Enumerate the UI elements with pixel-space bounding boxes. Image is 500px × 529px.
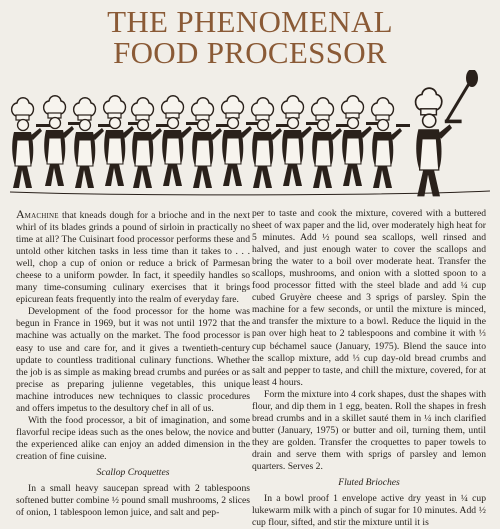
- article-title-line-1: THE PHENOMENAL: [107, 4, 393, 39]
- paragraph-imagination: With the food processor, a bit of imagination, and some flavorful recipe ideas such as the ones below, the novice and the experienced alike can enjoy an added dimension in the creation of fine cuisine.: [16, 414, 250, 462]
- recipe-scallop-paragraph-2: Form the mixture into 4 cork shapes, dust the shapes with flour, and dip them in 1 egg, beaten. Roll the shapes in fresh bread crumbs and in a skillet sauté them in ¼ inch clarified butter (January, 1975) or butter and oil, turning them, until they are golden. Transfer the croquettes to paper towels to drain and serve them with sprigs of parsley and lemon quarters. Serves 2.: [252, 388, 486, 472]
- paragraph-development: Development of the food processor for the home was begun in France in 1969, but it was not until 1972 that the machine was actually on the market. The food processor is easy to use and care for, and it gives a twentieth-century update to countless traditional culinary functions. Whether the job is as simple as making bread crumbs and purées or as precise as preparing julienne vegetables, this unique machine introduces new techniques to classic procedures and offers impetus to the desultory chef in all of us.: [16, 306, 250, 414]
- right-column: [252, 208, 486, 529]
- intro-paragraph: [16, 208, 250, 306]
- recipe-scallop-paragraph-1: In a small heavy saucepan spread with 2 tablespoons softened butter combine ½ pound small mushrooms, 2 slices of onion, 1 tablespoon lemon juice, and salt and pep-: [16, 483, 250, 519]
- recipe-brioches-paragraph-1: In a bowl proof 1 envelope active dry yeast in ¼ cup lukewarm milk with a pinch of sugar for 10 minutes. Add ½ cup flour, sifted, and stir the mixture until it is: [252, 493, 486, 529]
- parade-of-chefs-icon: [0, 70, 500, 200]
- recipe-title-scallop-croquettes: Scallop Croquettes: [96, 466, 170, 478]
- recipe-scallop-paragraph-continued: per to taste and cook the mixture, covered with a buttered sheet of wax paper and the lid, over moderately high heat for 5 minutes. Add ½ pound sea scallops, well rinsed and halved, and just enough water to cover the scallops and bring the water to a boil over moderate heat. Transfer the scallops, mushrooms, and onion with a slotted spoon to a food processor fitted with the steel blade and add ¼ cup cubed Gruyère cheese and 3 sprigs of parsley. Spin the machine for a few seconds, or until the mixture is minced, and transfer the mixture to a bowl. Reduce the liquid in the pan over high heat to 2 tablespoons and combine it with ⅓ cup béchamel sauce (January, 1975). Blend the sauce into the scallop mixture, add ⅓ cup day-old bread crumbs and salt and pepper to taste, and chill the mixture, covered, for at least 4 hours.: [252, 208, 486, 388]
- drop-cap: A: [16, 207, 25, 221]
- left-column: [16, 208, 250, 519]
- intro-small-caps: machine: [24, 210, 59, 221]
- intro-text: that kneads dough for a brioche and in the next whirl of its blades grinds a pound of sirloin in practically no time at all? The Cuisinart food processor performs these and untold other kitchen tasks in less time than it takes to . . . well, chop a cup of onion or reduce a brick of Parmesan cheese to a uniform powder. In fact, it speedily handles so many time-consuming culinary exercises that it brings epicurean feats frequently into the realm of everyday fare.: [16, 210, 250, 306]
- recipe-title-fluted-brioches: Fluted Brioches: [338, 477, 400, 489]
- article-title-line-2: FOOD PROCESSOR: [113, 35, 387, 70]
